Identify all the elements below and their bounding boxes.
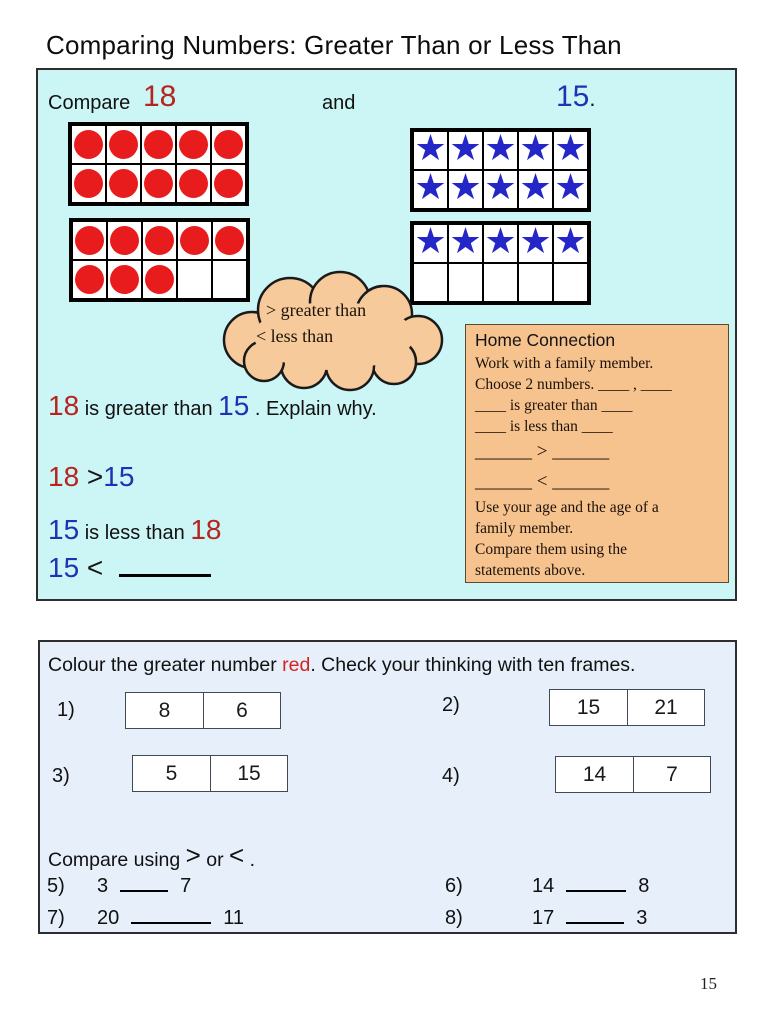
ten-frame-cell: [176, 125, 211, 164]
example-section: [36, 68, 737, 601]
compare-number-18: 18: [143, 80, 177, 113]
number-15: 15: [103, 461, 135, 492]
pair-4-box: [555, 756, 711, 793]
problem-8-first-number: 17: [532, 907, 555, 929]
pair-1-label: 1): [57, 699, 75, 721]
ten-frame-cell: [142, 260, 177, 299]
blue-star-counter-icon: ★: [554, 170, 587, 208]
statement-less: [48, 514, 221, 546]
pair-2-right-number: 21: [627, 690, 704, 725]
problem-5-first-number: 3: [97, 875, 109, 897]
home-connection-line: statements above.: [475, 562, 586, 579]
ten-frame-cell: [483, 131, 518, 170]
ten-frame-cell: [448, 131, 483, 170]
number-18: 18: [48, 390, 80, 421]
ten-frame-cell: [211, 125, 246, 164]
pair-1-left-number: 8: [158, 698, 171, 722]
red-circle-counter-icon: [215, 226, 244, 255]
ten-frame-cell: [518, 263, 553, 302]
problem-8-label: 8): [445, 907, 463, 929]
problem-7-label: 7): [47, 907, 65, 929]
ten-frame-cell: [211, 164, 246, 203]
red-circle-counter-icon: [109, 169, 138, 198]
statement-greater: [48, 390, 377, 422]
pair-2-box: [549, 689, 705, 726]
ten-frame-cell: [107, 221, 142, 260]
number-18: 18: [190, 514, 222, 545]
period-label: .: [589, 86, 596, 111]
red-circle-counter-icon: [74, 130, 103, 159]
red-circle-counter-icon: [75, 226, 104, 255]
blue-star-counter-icon: ★: [519, 224, 552, 262]
less-than-symbol: <: [229, 840, 245, 870]
ten-frame-cell: [483, 170, 518, 209]
answer-blank: [119, 553, 211, 577]
compare-number-15: 15.: [556, 80, 596, 113]
ten-frame-cell: [553, 224, 588, 263]
red-circle-counter-icon: [110, 226, 139, 255]
pair-4-left-number: 14: [582, 762, 607, 786]
number-15: 15: [48, 552, 80, 583]
number-15: 15: [48, 514, 80, 545]
red-circle-counter-icon: [144, 169, 173, 198]
problem-6: [445, 874, 649, 898]
problem-8-second-number: 3: [636, 907, 648, 929]
ten-frame-cell: [448, 224, 483, 263]
ten-frame-cell: [141, 125, 176, 164]
instruction-text: . Check your thinking with ten frames.: [310, 654, 636, 676]
ten-frame-cell: [106, 125, 141, 164]
red-circle-counter-icon: [74, 169, 103, 198]
home-connection-line: family member.: [475, 520, 574, 537]
home-connection-less-blank-line: ______ < ______: [475, 471, 610, 492]
cloud-greater-line: > greater than: [266, 300, 367, 320]
compare-using-text: Compare using: [48, 849, 186, 871]
and-label: and: [322, 92, 356, 114]
blue-star-counter-icon: ★: [519, 131, 552, 169]
ten-frame-cell: [141, 164, 176, 203]
ten-frame-cell: [142, 221, 177, 260]
red-circle-counter-icon: [180, 226, 209, 255]
blue-star-counter-icon: ★: [414, 224, 447, 262]
ten-frame-cell: [553, 263, 588, 302]
blue-star-counter-icon: ★: [484, 224, 517, 262]
home-connection-line: Work with a family member.: [475, 355, 654, 372]
problem-6-label: 6): [445, 875, 463, 897]
ten-frame-cell: [518, 170, 553, 209]
blue-star-counter-icon: ★: [484, 170, 517, 208]
ten-frame-18-full: [68, 122, 249, 206]
pair-2-label: 2): [442, 694, 460, 716]
home-connection-title: Home Connection: [475, 330, 616, 350]
home-connection-box: [465, 324, 729, 583]
red-word: red: [282, 654, 311, 676]
compare-prompt: Compare: [48, 92, 131, 114]
thought-cloud: [210, 268, 454, 394]
statement-symbolic-greater: [48, 461, 134, 493]
ten-frame-cell: [107, 260, 142, 299]
ten-frame-cell: [413, 224, 448, 263]
home-connection-line: ____ is less than ____: [475, 418, 613, 435]
ten-frame-cell: [483, 263, 518, 302]
red-circle-counter-icon: [179, 169, 208, 198]
pair-3-left-number: 5: [165, 761, 178, 785]
red-circle-counter-icon: [214, 130, 243, 159]
blue-star-counter-icon: ★: [449, 131, 482, 169]
ten-frame-cell: [106, 164, 141, 203]
statement-text: is less than: [79, 522, 191, 544]
ten-frame-cell: [177, 221, 212, 260]
home-connection-line: Compare them using the: [475, 541, 627, 558]
home-connection-line: Use your age and the age of a: [475, 499, 659, 516]
answer-blank: [566, 906, 624, 924]
ten-frame-cell: [212, 221, 247, 260]
blue-star-counter-icon: ★: [414, 170, 447, 208]
ten-frame-cell: [413, 131, 448, 170]
blue-star-counter-icon: ★: [554, 131, 587, 169]
answer-blank: [131, 906, 211, 924]
pair-3-right-number: 15: [210, 756, 287, 791]
pair-4-right-number: 7: [633, 757, 710, 792]
statement-text: is greater than: [79, 398, 219, 420]
ten-frame-cell: [553, 131, 588, 170]
ten-frame-cell: [177, 260, 212, 299]
red-circle-counter-icon: [75, 265, 104, 294]
instruction-text: Colour the greater number: [48, 654, 283, 676]
pair-3-label: 3): [52, 765, 70, 787]
red-circle-counter-icon: [145, 265, 174, 294]
cloud-less-line: < less than: [256, 326, 334, 346]
pair-1-right-number: 6: [203, 693, 280, 728]
blue-star-counter-icon: ★: [519, 170, 552, 208]
ten-frame-cell: [72, 260, 107, 299]
worksheet-title: Comparing Numbers: Greater Than or Less Than: [46, 30, 622, 60]
number-18: 18: [48, 461, 80, 492]
pair-2-left-number: 15: [576, 695, 601, 719]
red-circle-counter-icon: [144, 130, 173, 159]
greater-than-symbol: >: [185, 840, 201, 870]
ten-frame-cell: [448, 170, 483, 209]
problem-5-label: 5): [47, 875, 65, 897]
problem-5: [47, 874, 191, 898]
red-circle-counter-icon: [110, 265, 139, 294]
ten-frame-cell: [71, 125, 106, 164]
ten-frame-cell: [518, 131, 553, 170]
ten-frame-cell: [71, 164, 106, 203]
problem-8: [445, 906, 647, 930]
blue-star-counter-icon: ★: [414, 131, 447, 169]
blue-star-counter-icon: ★: [449, 224, 482, 262]
problem-7-second-number: 11: [223, 907, 245, 929]
home-connection-line: ____ is greater than ____: [475, 397, 633, 414]
problem-5-second-number: 7: [180, 875, 192, 897]
practice-section: [38, 640, 737, 934]
greater-than-symbol: >: [79, 461, 104, 492]
number-15: 15: [218, 390, 250, 421]
pair-3-box: [132, 755, 288, 792]
blue-star-counter-icon: ★: [554, 224, 587, 262]
or-label: or: [200, 849, 230, 871]
ten-frame-cell: [483, 224, 518, 263]
ten-frame-cell: [176, 164, 211, 203]
problem-7-first-number: 20: [97, 907, 120, 929]
blue-star-counter-icon: ★: [449, 170, 482, 208]
problem-6-first-number: 14: [532, 875, 555, 897]
answer-blank: [566, 874, 626, 892]
problem-6-second-number: 8: [638, 875, 650, 897]
pair-1-box: [125, 692, 281, 729]
home-connection-line: Choose 2 numbers. ____ , ____: [475, 376, 672, 393]
red-circle-counter-icon: [214, 169, 243, 198]
ten-frame-cell: [518, 224, 553, 263]
page-number: 15: [700, 974, 717, 993]
ten-frame-15-full: [410, 128, 591, 212]
red-circle-counter-icon: [109, 130, 138, 159]
statement-tail: . Explain why.: [249, 398, 377, 420]
red-circle-counter-icon: [179, 130, 208, 159]
period-label: .: [244, 849, 256, 871]
less-than-symbol: <: [79, 552, 104, 583]
pair-4-label: 4): [442, 765, 460, 787]
answer-blank: [120, 874, 168, 892]
blue-star-counter-icon: ★: [484, 131, 517, 169]
red-circle-counter-icon: [145, 226, 174, 255]
ten-frame-cell: [72, 221, 107, 260]
problem-7: [47, 906, 244, 930]
practice-instruction: [48, 654, 635, 677]
ten-frame-cell: [553, 170, 588, 209]
statement-symbolic-less: [48, 552, 211, 584]
home-connection-greater-blank-line: ______ > ______: [475, 441, 610, 462]
ten-frame-cell: [413, 170, 448, 209]
compare-using-prompt: [48, 840, 255, 872]
